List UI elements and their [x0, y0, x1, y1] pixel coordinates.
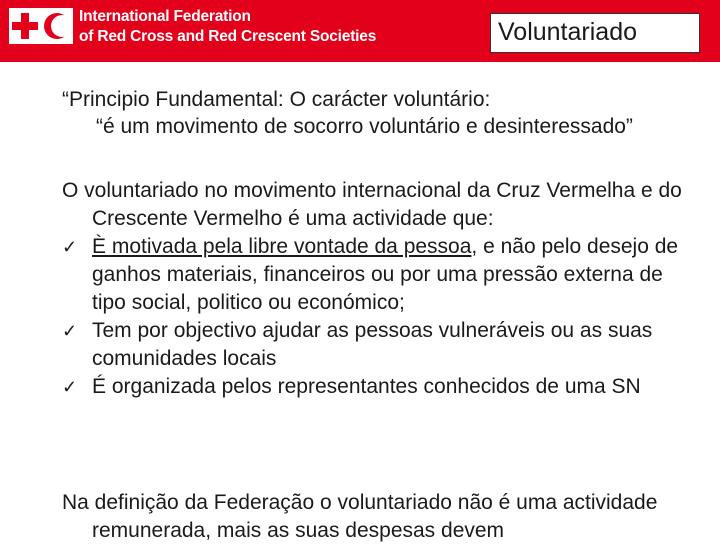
characteristics-list — [62, 233, 702, 401]
red-cross-crescent-logo — [9, 8, 73, 44]
org-name-line-2: of Red Cross and Red Crescent Societies — [79, 28, 377, 45]
org-name-line-1: International Federation — [79, 8, 251, 25]
fundamental-principle-quote — [62, 86, 712, 140]
cross-crescent-icon — [9, 8, 73, 44]
list-item-text: , e não pelo desejo de ganhos materiais, financeiros ou por uma pressão externa de tipo social, politico ou económico; — [92, 235, 679, 314]
checkmark-icon: ✓ — [62, 237, 78, 257]
section-title-box: Voluntariado — [490, 13, 700, 53]
organization-name — [79, 7, 376, 47]
list-item — [62, 373, 702, 401]
quote-line-2: “é um movimento de socorro voluntário e desinteressado” — [96, 115, 633, 138]
volunteering-definition — [62, 177, 702, 401]
quote-line-1: “Principio Fundamental: O carácter voluntário: — [62, 88, 491, 111]
list-item-text: Tem por objectivo ajudar as pessoas vulneráveis ou as suas comunidades locais — [92, 319, 653, 370]
list-item — [62, 317, 702, 373]
list-item — [62, 233, 702, 317]
list-item-underlined-text: È motivada pela libre vontade da pessoa — [92, 235, 472, 258]
federation-definition-paragraph: Na definição da Federação o voluntariado não é uma actividade remunerada, mais as suas despesas devem — [62, 491, 658, 542]
checkmark-icon: ✓ — [62, 377, 78, 397]
definition-intro: O voluntariado no movimento internacional da Cruz Vermelha e do Crescente Vermelho é uma actividade que: — [62, 179, 682, 230]
checkmark-icon: ✓ — [62, 321, 78, 341]
header-bar — [0, 0, 720, 62]
list-item-text: É organizada pelos representantes conhecidos de uma SN — [92, 375, 641, 398]
